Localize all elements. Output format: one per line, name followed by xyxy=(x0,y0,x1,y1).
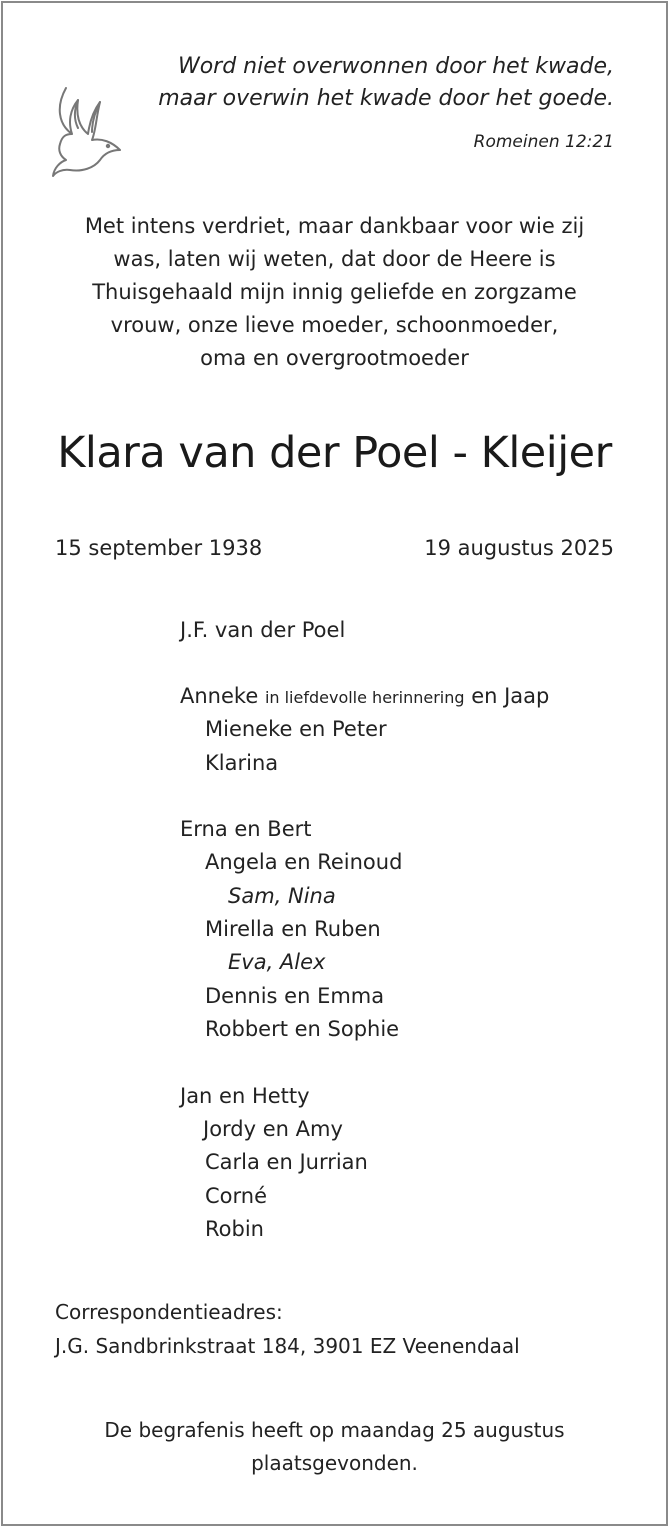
death-date: 19 augustus 2025 xyxy=(424,536,614,560)
intro-line: Thuisgehaald mijn innig geliefde en zorgzame xyxy=(92,280,577,304)
memorial-note: in liefdevolle herinnering xyxy=(264,688,465,707)
quote-line-2: maar overwin het kwade door het goede. xyxy=(158,86,614,111)
intro-line: was, laten wij weten, dat door de Heere is xyxy=(113,247,556,271)
funeral-line: De begrafenis heeft op maandag 25 augustus xyxy=(104,1418,565,1442)
family-child: Corné xyxy=(205,1184,268,1208)
grandchildren: Sam, Nina xyxy=(228,884,336,908)
quote-line-1: Word niet overwonnen door het kwade, xyxy=(177,54,614,79)
family-head-name: Anneke xyxy=(180,684,259,708)
birth-date: 15 september 1938 xyxy=(55,536,263,560)
family-child: Dennis en Emma xyxy=(205,984,385,1008)
funeral-notice xyxy=(0,1414,669,1480)
deceased-name: Klara van der Poel - Kleijer xyxy=(57,428,612,478)
correspondence-label: Correspondentieadres: xyxy=(55,1300,283,1324)
family-child: Robin xyxy=(205,1217,264,1241)
family-child: Jordy en Amy xyxy=(203,1117,343,1141)
funeral-line: plaatsgevonden. xyxy=(251,1451,418,1475)
family-child: Mieneke en Peter xyxy=(205,717,387,741)
grandchildren: Eva, Alex xyxy=(228,950,326,974)
intro-line: Met intens verdriet, maar dankbaar voor wie zij xyxy=(84,214,585,238)
family-head-partner: en Jaap xyxy=(471,684,550,708)
spouse-name: J.F. van der Poel xyxy=(180,618,346,642)
intro-line: vrouw, onze lieve moeder, schoonmoeder, xyxy=(110,313,559,337)
family-child: Mirella en Ruben xyxy=(205,917,381,941)
family-head: Jan en Hetty xyxy=(180,1084,310,1108)
family-head: Erna en Bert xyxy=(180,817,312,841)
family-head xyxy=(180,684,549,708)
family-child: Angela en Reinoud xyxy=(205,850,403,874)
intro-line: oma en overgrootmoeder xyxy=(200,346,469,370)
family-child: Klarina xyxy=(205,751,279,775)
quote-reference: Romeinen 12:21 xyxy=(473,132,614,152)
family-child: Carla en Jurrian xyxy=(205,1150,368,1174)
family-child: Robbert en Sophie xyxy=(205,1017,400,1041)
intro-text xyxy=(0,210,669,375)
correspondence-address: J.G. Sandbrinkstraat 184, 3901 EZ Veenendaal xyxy=(55,1334,520,1358)
dove-icon xyxy=(50,84,126,178)
